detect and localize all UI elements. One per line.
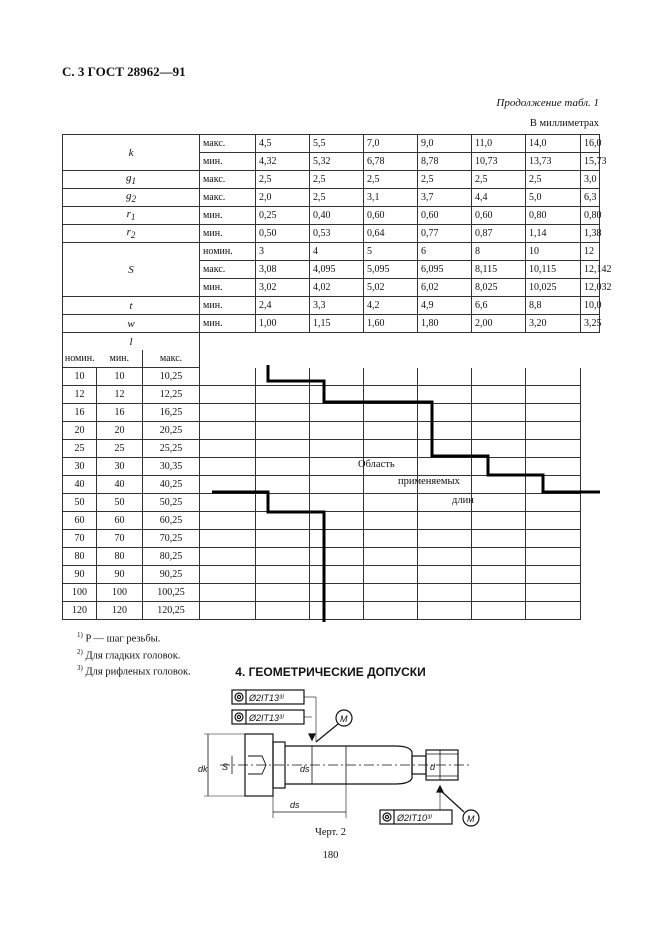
table-cell: 6,02: [418, 279, 472, 297]
leader-line: [316, 724, 338, 742]
length-cell: 120: [97, 602, 143, 620]
table-cell: 14,0: [526, 135, 581, 153]
param-kind: мин.: [200, 297, 256, 315]
length-cell: 12: [63, 386, 97, 404]
param-symbol-S: S: [63, 243, 200, 297]
length-cell: 120: [63, 602, 97, 620]
length-cell: 60,25: [143, 512, 200, 530]
table-cell: 0,50: [256, 225, 310, 243]
frame3-text: Ø2IT10³⁾: [397, 813, 433, 823]
length-cell: 30: [97, 458, 143, 476]
symbol-sub: 2: [131, 194, 137, 205]
dim-dk-label: dk: [198, 764, 208, 774]
param-symbol-k: k: [63, 135, 200, 171]
table-cell: 1,38: [581, 225, 600, 243]
table-cell: 10,025: [526, 279, 581, 297]
table-cell: 3,20: [526, 315, 581, 333]
table-cell: 2,5: [256, 171, 310, 189]
page-header: С. 3 ГОСТ 28962—91: [62, 64, 186, 79]
length-cell: 60: [63, 512, 97, 530]
footnote-text: Для гладких головок.: [85, 650, 181, 661]
table-cell: 10,115: [526, 261, 581, 279]
page-number: 180: [322, 850, 339, 861]
length-cell: 30,35: [143, 458, 200, 476]
length-cell: 16: [63, 404, 97, 422]
table-cell: 10,0: [581, 297, 600, 315]
symbol-sub: 1: [130, 212, 136, 223]
table-cell: 3,3: [310, 297, 364, 315]
table-cell: 16,0: [581, 135, 600, 153]
modifier-text-top: M: [340, 714, 348, 724]
table-cell: 4,9: [418, 297, 472, 315]
table-cell: 0,87: [472, 225, 526, 243]
table-cell: 8: [472, 243, 526, 261]
length-cell: 40: [63, 476, 97, 494]
symbol-text: r: [126, 208, 131, 221]
length-cell: 25: [97, 440, 143, 458]
length-cell: 70: [97, 530, 143, 548]
table-cell: 10,73: [472, 153, 526, 171]
table-cell: 2,0: [256, 189, 310, 207]
table-cell: 0,40: [310, 207, 364, 225]
table-cell: 4: [310, 243, 364, 261]
param-kind: макс.: [200, 189, 256, 207]
table-cell: 5,32: [310, 153, 364, 171]
table-cell: 0,77: [418, 225, 472, 243]
length-header-nomin: номин.: [63, 350, 97, 368]
table-cell: 2,5: [418, 171, 472, 189]
table-cell: 0,60: [472, 207, 526, 225]
table-cell: 4,2: [364, 297, 418, 315]
symbol-text: g: [125, 190, 132, 203]
footnote: [77, 629, 191, 646]
frame1-text: Ø2IT13³⁾: [249, 693, 285, 703]
table-cell: 1,00: [256, 315, 310, 333]
symbol-sub: 1: [131, 176, 137, 187]
symbol-sub: 2: [130, 230, 136, 241]
position-icon: [235, 693, 243, 701]
table-cell: 0,80: [581, 207, 600, 225]
footnote-mark: 2): [77, 647, 83, 656]
table-cell: 6: [418, 243, 472, 261]
table-cell: 2,5: [310, 189, 364, 207]
param-symbol-t: t: [63, 297, 200, 315]
length-cell: 70: [63, 530, 97, 548]
dim-d-label: d: [430, 762, 436, 772]
footnote: [77, 646, 191, 663]
length-cell: 16,25: [143, 404, 200, 422]
table-cell: 4,5: [256, 135, 310, 153]
table-cell: 4,4: [472, 189, 526, 207]
upper-step-path: [268, 365, 600, 492]
bolt-drawing: [204, 690, 479, 826]
table-cell: 2,4: [256, 297, 310, 315]
lower-step-path: [212, 492, 324, 622]
length-cell: 100: [97, 584, 143, 602]
table-cell: 0,60: [364, 207, 418, 225]
table-cell: 5,5: [310, 135, 364, 153]
upper-boundary-line: [268, 365, 600, 492]
table-cell: 12: [581, 243, 600, 261]
param-kind: мин.: [200, 153, 256, 171]
length-cell: 80: [63, 548, 97, 566]
position-icon: [383, 813, 391, 821]
length-cell: 50: [63, 494, 97, 512]
table-cell: 4,095: [310, 261, 364, 279]
position-icon: [235, 713, 243, 721]
table-cell: 2,00: [472, 315, 526, 333]
table-cell: 3,0: [581, 171, 600, 189]
table-cell: 8,8: [526, 297, 581, 315]
param-kind: мин.: [200, 315, 256, 333]
length-cell: 20: [63, 422, 97, 440]
table-cell: 4,02: [310, 279, 364, 297]
length-symbol: l: [63, 333, 200, 351]
table-cell: 1,15: [310, 315, 364, 333]
length-cell: 60: [97, 512, 143, 530]
length-cell: 16: [97, 404, 143, 422]
table-cell: 0,60: [418, 207, 472, 225]
length-cell: 20: [97, 422, 143, 440]
dim-ds-length-label: ds: [290, 800, 300, 810]
length-header-max: макс.: [143, 350, 200, 368]
length-header-min: мин.: [97, 350, 143, 368]
position-icon-center: [385, 815, 388, 818]
dim-ds-label: ds: [300, 764, 310, 774]
lower-boundary-line: [212, 492, 324, 622]
table-cell: 10: [526, 243, 581, 261]
dim-S-label: S: [222, 762, 229, 772]
param-kind: мин.: [200, 207, 256, 225]
length-cell: 100: [63, 584, 97, 602]
table-cell: 15,73: [581, 153, 600, 171]
table-cell: 4,32: [256, 153, 310, 171]
table-cell: 12,142: [581, 261, 600, 279]
table-cell: 5: [364, 243, 418, 261]
length-cell: 50,25: [143, 494, 200, 512]
table-cell: 3: [256, 243, 310, 261]
param-kind: мин.: [200, 279, 256, 297]
table-cell: 12,032: [581, 279, 600, 297]
table-cell: 6,3: [581, 189, 600, 207]
table-cell: 11,0: [472, 135, 526, 153]
table-cell: 3,08: [256, 261, 310, 279]
length-cell: 120,25: [143, 602, 200, 620]
length-cell: 40: [97, 476, 143, 494]
table-cell: 0,64: [364, 225, 418, 243]
table-cell: 5,095: [364, 261, 418, 279]
length-cell: 90,25: [143, 566, 200, 584]
drawing-caption: Черт. 2: [315, 827, 346, 838]
table-cell: 2,5: [526, 171, 581, 189]
length-cell: 30: [63, 458, 97, 476]
table-cell: 6,78: [364, 153, 418, 171]
length-cell: 10: [97, 368, 143, 386]
table-cell: 0,25: [256, 207, 310, 225]
table-cell: 1,80: [418, 315, 472, 333]
table-cell: 8,115: [472, 261, 526, 279]
leader-line: [440, 790, 464, 812]
length-cell: 80,25: [143, 548, 200, 566]
table-continuation: Продолжение табл. 1: [496, 97, 599, 109]
units-label: В миллиметрах: [529, 118, 599, 129]
length-cell: 25: [63, 440, 97, 458]
table-cell: 3,25: [581, 315, 600, 333]
position-icon-center: [237, 715, 240, 718]
length-cell: 10: [63, 368, 97, 386]
footnote-mark: 1): [77, 631, 83, 639]
param-kind: макс.: [200, 261, 256, 279]
length-cell: 10,25: [143, 368, 200, 386]
frame2-text: Ø2IT13³⁾: [249, 713, 285, 723]
length-cell: 100,25: [143, 584, 200, 602]
table-cell: 8,78: [418, 153, 472, 171]
param-symbol-w: w: [63, 315, 200, 333]
table-cell: 2,5: [310, 171, 364, 189]
table-cell: 3,7: [418, 189, 472, 207]
length-cell: 40,25: [143, 476, 200, 494]
symbol-text: g: [125, 172, 132, 185]
table-cell: 5,0: [526, 189, 581, 207]
table-cell: 7,0: [364, 135, 418, 153]
footnote-mark: 3): [77, 664, 83, 672]
table-cell: 6,095: [418, 261, 472, 279]
modifier-text-bottom: M: [467, 814, 475, 824]
table-cell: 9,0: [418, 135, 472, 153]
param-kind: номин.: [200, 243, 256, 261]
table-cell: 2,5: [364, 171, 418, 189]
length-cell: 50: [97, 494, 143, 512]
table-cell: 13,73: [526, 153, 581, 171]
footnote-text: P — шаг резьбы.: [85, 633, 161, 645]
datum-triangle: [309, 734, 315, 740]
symbol-text: r: [126, 226, 131, 239]
table-cell: 0,53: [310, 225, 364, 243]
table-cell: 3,1: [364, 189, 418, 207]
length-cell: 25,25: [143, 440, 200, 458]
section-title: 4. ГЕОМЕТРИЧЕСКИЕ ДОПУСКИ: [235, 665, 426, 679]
length-cell: 20,25: [143, 422, 200, 440]
table-cell: 3,02: [256, 279, 310, 297]
table-cell: 0,80: [526, 207, 581, 225]
region-label-1: Область: [358, 459, 395, 470]
param-kind: мин.: [200, 225, 256, 243]
table-cell: 6,6: [472, 297, 526, 315]
footnote-text: Для рифленых головок.: [85, 666, 191, 678]
length-cell: 90: [97, 566, 143, 584]
region-label-3: длин: [452, 495, 474, 506]
table-cell: 1,60: [364, 315, 418, 333]
position-icon-center: [237, 695, 240, 698]
table-cell: 5,02: [364, 279, 418, 297]
table-cell: 2,5: [472, 171, 526, 189]
region-label-2: применяемых: [398, 476, 460, 487]
length-cell: 12,25: [143, 386, 200, 404]
length-cell: 80: [97, 548, 143, 566]
table-cell: 8,025: [472, 279, 526, 297]
datum-triangle: [437, 786, 443, 792]
length-cell: 70,25: [143, 530, 200, 548]
param-kind: макс.: [200, 171, 256, 189]
length-cell: 90: [63, 566, 97, 584]
param-kind: макс.: [200, 135, 256, 153]
table-cell: 1,14: [526, 225, 581, 243]
length-cell: 12: [97, 386, 143, 404]
